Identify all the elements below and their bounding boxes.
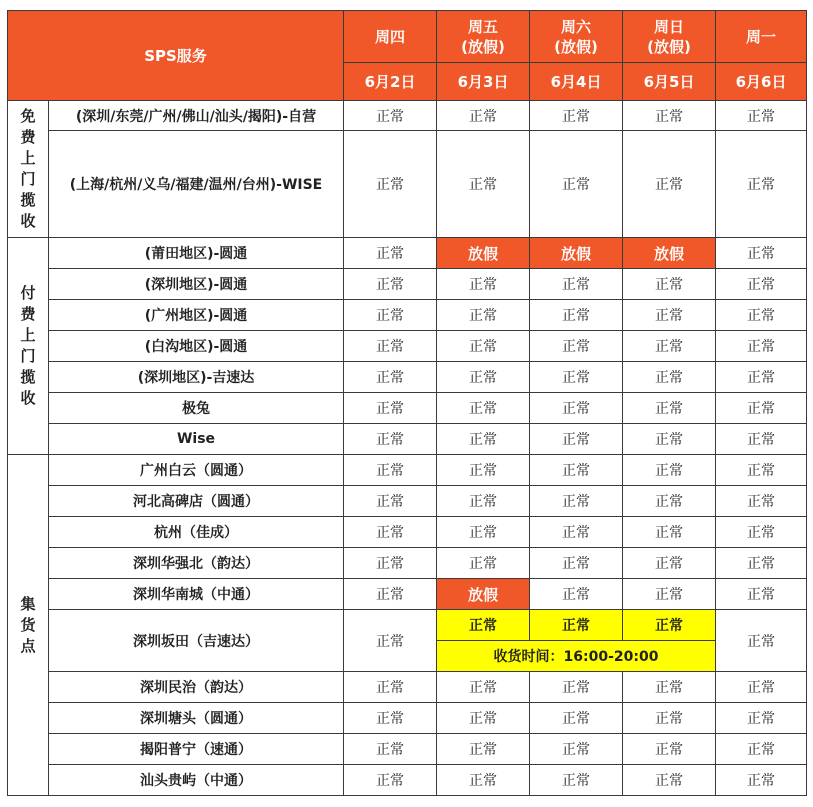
status-cell-highlight: 正常	[623, 610, 716, 641]
table-row	[8, 610, 807, 641]
status-cell: 正常	[716, 424, 807, 455]
service-name: 极兔	[49, 393, 344, 424]
status-cell: 正常	[716, 331, 807, 362]
status-cell: 正常	[437, 548, 530, 579]
status-cell: 正常	[623, 269, 716, 300]
status-cell: 正常	[623, 703, 716, 734]
status-cell: 正常	[437, 331, 530, 362]
status-cell: 正常	[344, 131, 437, 238]
status-cell: 正常	[437, 455, 530, 486]
status-cell: 正常	[716, 579, 807, 610]
service-name: Wise	[49, 424, 344, 455]
header-weekday: 周四	[344, 11, 437, 63]
status-cell: 正常	[437, 703, 530, 734]
status-cell: 正常	[344, 300, 437, 331]
status-cell: 正常	[437, 734, 530, 765]
service-name: (广州地区)-圆通	[49, 300, 344, 331]
service-name: (上海/杭州/义乌/福建/温州/台州)-WISE	[49, 131, 344, 238]
status-cell: 正常	[623, 131, 716, 238]
table-row	[8, 765, 807, 796]
status-cell: 正常	[344, 548, 437, 579]
status-cell: 正常	[437, 269, 530, 300]
category-cell: 免费上门揽收	[8, 101, 49, 238]
header-weekday: 周一	[716, 11, 807, 63]
status-cell-highlight: 正常	[437, 610, 530, 641]
status-cell: 正常	[530, 101, 623, 131]
status-cell: 正常	[530, 269, 623, 300]
status-cell: 正常	[623, 765, 716, 796]
status-cell: 正常	[437, 424, 530, 455]
status-cell: 正常	[716, 101, 807, 131]
table-row	[8, 393, 807, 424]
header-date: 6月6日	[716, 63, 807, 101]
status-cell-holiday: 放假	[437, 579, 530, 610]
service-name: 深圳民治（韵达）	[49, 672, 344, 703]
table-row	[8, 455, 807, 486]
status-cell: 正常	[716, 393, 807, 424]
status-cell-holiday: 放假	[437, 238, 530, 269]
receiving-time-note: 收货时间：16:00-20:00	[437, 641, 716, 672]
header-weekday: 周日 (放假)	[623, 11, 716, 63]
header-date: 6月4日	[530, 63, 623, 101]
status-cell: 正常	[716, 610, 807, 672]
table-row	[8, 101, 807, 131]
status-cell-holiday: 放假	[623, 238, 716, 269]
service-name: 汕头贵屿（中通）	[49, 765, 344, 796]
status-cell: 正常	[623, 548, 716, 579]
status-cell: 正常	[344, 486, 437, 517]
table-row	[8, 238, 807, 269]
status-cell: 正常	[437, 362, 530, 393]
status-cell: 正常	[437, 486, 530, 517]
status-cell: 正常	[437, 300, 530, 331]
status-cell: 正常	[716, 269, 807, 300]
service-name: 深圳塘头（圆通）	[49, 703, 344, 734]
service-name: 深圳坂田（吉速达）	[49, 610, 344, 672]
status-cell: 正常	[530, 579, 623, 610]
service-name: 深圳华强北（韵达）	[49, 548, 344, 579]
status-cell: 正常	[716, 455, 807, 486]
table-row	[8, 579, 807, 610]
status-cell: 正常	[344, 517, 437, 548]
header-weekday: 周六 (放假)	[530, 11, 623, 63]
table-row	[8, 548, 807, 579]
status-cell: 正常	[716, 486, 807, 517]
status-cell: 正常	[344, 610, 437, 672]
status-cell: 正常	[530, 300, 623, 331]
status-cell: 正常	[530, 486, 623, 517]
table-row	[8, 331, 807, 362]
status-cell: 正常	[623, 579, 716, 610]
service-name: (深圳地区)-吉速达	[49, 362, 344, 393]
status-cell: 正常	[716, 765, 807, 796]
status-cell: 正常	[623, 393, 716, 424]
status-cell: 正常	[437, 672, 530, 703]
status-cell: 正常	[530, 765, 623, 796]
service-name: (深圳地区)-圆通	[49, 269, 344, 300]
status-cell: 正常	[344, 238, 437, 269]
table-row	[8, 703, 807, 734]
service-name: (莆田地区)-圆通	[49, 238, 344, 269]
status-cell: 正常	[530, 362, 623, 393]
header-date: 6月3日	[437, 63, 530, 101]
table-row	[8, 131, 807, 238]
service-name: 河北高碑店（圆通）	[49, 486, 344, 517]
status-cell: 正常	[623, 517, 716, 548]
status-cell: 正常	[716, 300, 807, 331]
status-cell: 正常	[344, 393, 437, 424]
service-name: 深圳华南城（中通）	[49, 579, 344, 610]
status-cell: 正常	[344, 765, 437, 796]
status-cell: 正常	[716, 238, 807, 269]
status-cell: 正常	[623, 672, 716, 703]
table-row	[8, 734, 807, 765]
status-cell: 正常	[344, 703, 437, 734]
service-name: 广州白云（圆通）	[49, 455, 344, 486]
table-row	[8, 362, 807, 393]
status-cell: 正常	[530, 131, 623, 238]
status-cell: 正常	[716, 517, 807, 548]
header-date: 6月2日	[344, 63, 437, 101]
status-cell-highlight: 正常	[530, 610, 623, 641]
status-cell: 正常	[623, 362, 716, 393]
status-cell: 正常	[344, 424, 437, 455]
status-cell: 正常	[530, 455, 623, 486]
schedule-table	[7, 10, 807, 796]
status-cell: 正常	[344, 734, 437, 765]
status-cell-holiday: 放假	[530, 238, 623, 269]
service-name: (白沟地区)-圆通	[49, 331, 344, 362]
status-cell: 正常	[437, 101, 530, 131]
status-cell: 正常	[716, 734, 807, 765]
status-cell: 正常	[530, 703, 623, 734]
status-cell: 正常	[344, 101, 437, 131]
service-name: 杭州（佳成）	[49, 517, 344, 548]
status-cell: 正常	[623, 486, 716, 517]
status-cell: 正常	[623, 734, 716, 765]
table-row	[8, 517, 807, 548]
status-cell: 正常	[530, 517, 623, 548]
table-row	[8, 300, 807, 331]
header-date: 6月5日	[623, 63, 716, 101]
status-cell: 正常	[344, 362, 437, 393]
status-cell: 正常	[716, 703, 807, 734]
header-weekday: 周五 (放假)	[437, 11, 530, 63]
status-cell: 正常	[716, 362, 807, 393]
status-cell: 正常	[530, 393, 623, 424]
category-cell: 集货点	[8, 455, 49, 796]
status-cell: 正常	[530, 734, 623, 765]
table-row	[8, 672, 807, 703]
status-cell: 正常	[623, 300, 716, 331]
status-cell: 正常	[437, 393, 530, 424]
category-cell: 付费上门揽收	[8, 238, 49, 455]
table-row	[8, 269, 807, 300]
status-cell: 正常	[437, 765, 530, 796]
status-cell: 正常	[344, 269, 437, 300]
service-name: (深圳/东莞/广州/佛山/汕头/揭阳)-自营	[49, 101, 344, 131]
status-cell: 正常	[344, 672, 437, 703]
status-cell: 正常	[530, 672, 623, 703]
status-cell: 正常	[716, 548, 807, 579]
status-cell: 正常	[530, 331, 623, 362]
table-row	[8, 486, 807, 517]
status-cell: 正常	[623, 424, 716, 455]
status-cell: 正常	[623, 455, 716, 486]
header-title: SPS服务	[8, 11, 344, 101]
status-cell: 正常	[623, 331, 716, 362]
status-cell: 正常	[344, 579, 437, 610]
service-name: 揭阳普宁（速通）	[49, 734, 344, 765]
status-cell: 正常	[344, 331, 437, 362]
status-cell: 正常	[530, 424, 623, 455]
status-cell: 正常	[530, 548, 623, 579]
status-cell: 正常	[716, 131, 807, 238]
table-row	[8, 424, 807, 455]
status-cell: 正常	[437, 131, 530, 238]
status-cell: 正常	[623, 101, 716, 131]
status-cell: 正常	[344, 455, 437, 486]
status-cell: 正常	[716, 672, 807, 703]
status-cell: 正常	[437, 517, 530, 548]
